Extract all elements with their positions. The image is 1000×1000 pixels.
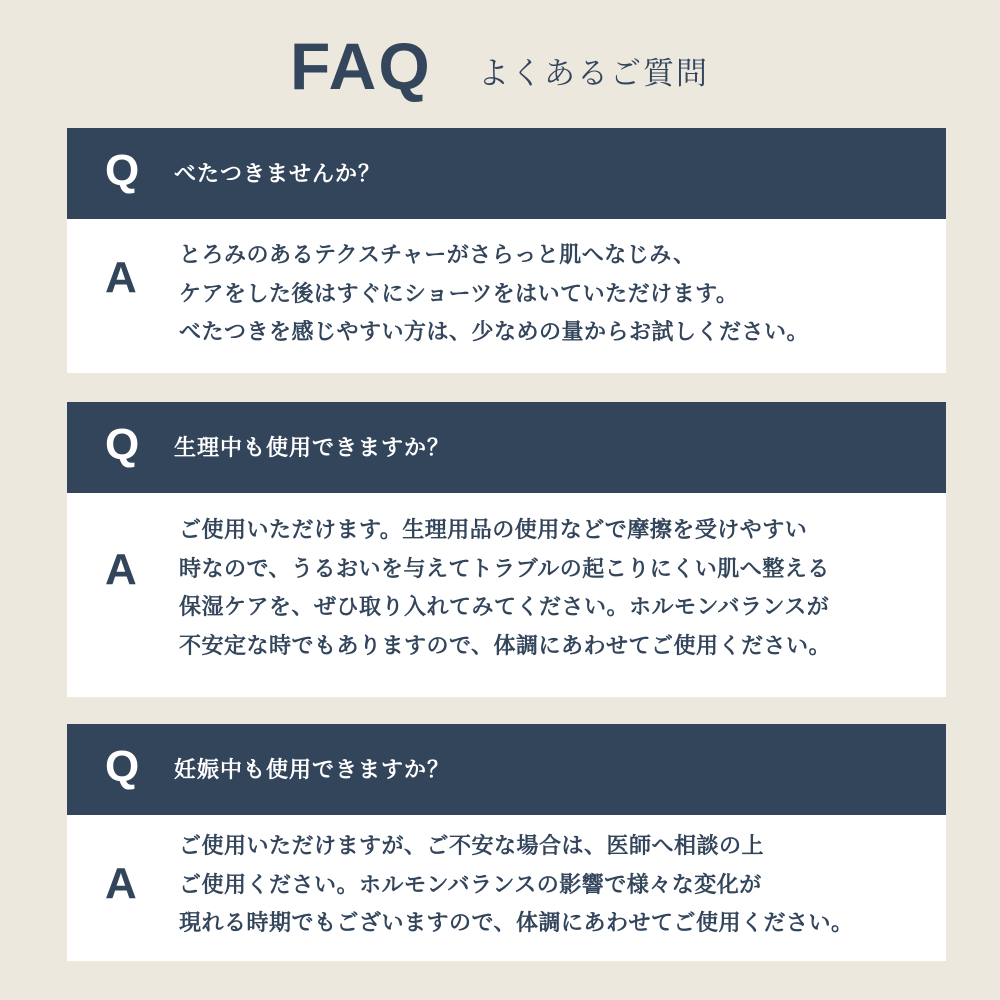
answer-box — [67, 219, 946, 373]
faq-item — [67, 724, 946, 961]
question-mark: Q — [105, 420, 140, 469]
answer-line: ご使用いただけます。生理用品の使用などで摩擦を受けやすい — [179, 518, 808, 543]
question-text: べたつきませんか？ — [174, 162, 382, 187]
question-mark: Q — [105, 146, 140, 195]
page-subtitle: よくあるご質問 — [478, 56, 709, 92]
question-text: 生理中も使用できますか？ — [174, 436, 451, 461]
answer-mark: A — [105, 545, 137, 594]
answer-line: とろみのあるテクスチャーがさらっと肌へなじみ、 — [179, 243, 696, 268]
answer-box — [67, 815, 946, 961]
question-mark: Q — [105, 742, 140, 791]
question-bar — [67, 128, 946, 219]
answer-line: ご使用ください。ホルモンバランスの影響で様々な変化が — [179, 872, 762, 898]
answer-text — [179, 512, 831, 666]
answer-line: べたつきを感じやすい方は、少なめの量からお試しください。 — [179, 320, 810, 345]
answer-line: ケアをした後はすぐにショーツをはいていただけます。 — [179, 281, 739, 307]
page-title: FAQ — [290, 29, 432, 103]
answer-mark: A — [105, 859, 137, 908]
question-bar — [67, 402, 946, 493]
faq-item — [67, 128, 946, 373]
answer-line: 不安定な時でもありますので、体調にあわせてご使用ください。 — [179, 633, 832, 659]
answer-text — [179, 237, 809, 353]
answer-box — [67, 493, 946, 697]
answer-mark: A — [105, 253, 137, 302]
answer-line: 時なので、うるおいを与えてトラブルの起こりにくい肌へ整える — [179, 556, 830, 582]
answer-line: 保湿ケアを、ぜひ取り入れてみてください。ホルモンバランスが — [179, 595, 830, 620]
faq-item — [67, 402, 946, 697]
question-bar — [67, 724, 946, 815]
question-text: 妊娠中も使用できますか？ — [174, 758, 451, 783]
answer-line: ご使用いただけますが、ご不安な場合は、医師へ相談の上 — [179, 834, 765, 859]
answer-text — [179, 828, 854, 944]
page-header — [0, 0, 1000, 128]
answer-line: 現れる時期でもございますので、体調にあわせてご使用ください。 — [179, 911, 854, 936]
